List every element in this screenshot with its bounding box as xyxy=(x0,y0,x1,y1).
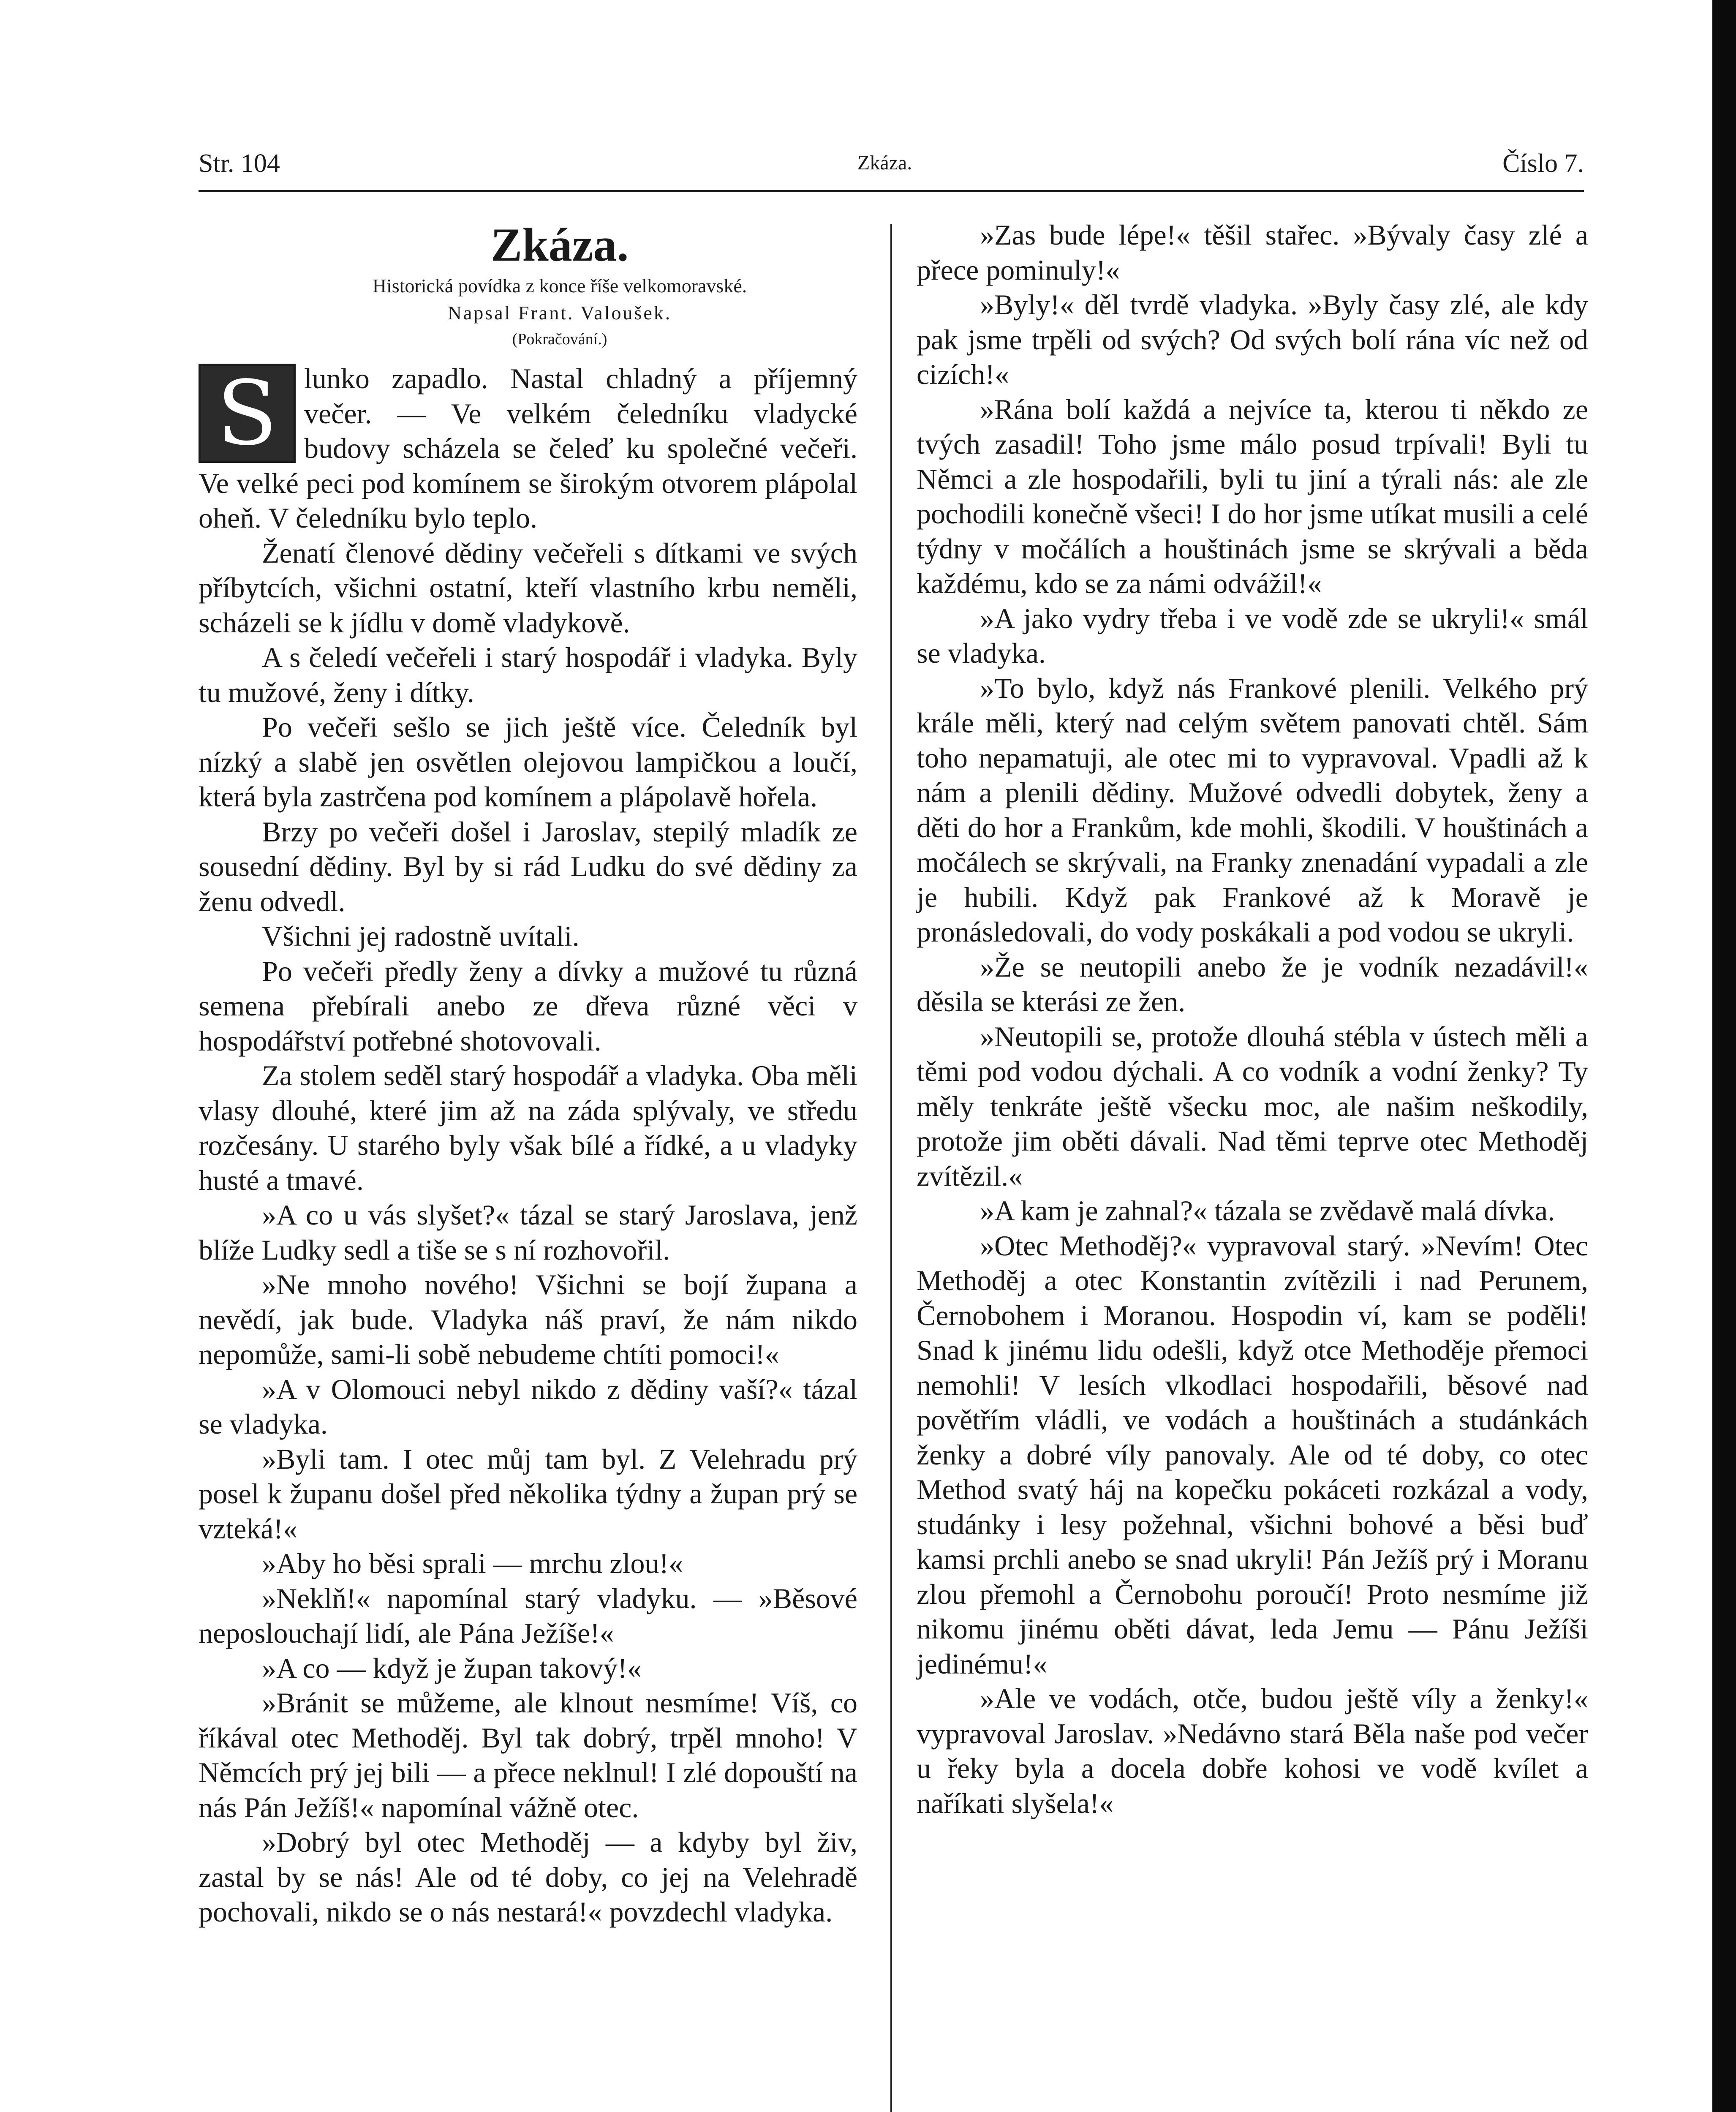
paragraph: »Neutopili se, protože dlouhá stébla v ústech měli a těmi pod vodou dýchali. A co vodník a vodní ženky? Ty měly tenkráte ještě všecku moc, ale našim neškodily, protože jim oběti dávali. Nad těmi teprve otec Methoděj zvítězil.« xyxy=(917,1020,1588,1192)
paragraph: »A co u vás slyšet?« tázal se starý Jaroslava, jenž blíže Ludky sedl a tiše se s ní rozhovořil. xyxy=(199,1199,857,1266)
title-block xyxy=(199,218,857,352)
running-title: Zkáza. xyxy=(857,152,912,174)
article-title: Zkáza. xyxy=(490,219,629,271)
paragraph: »Dobrý byl otec Methoděj — a kdyby byl živ, zastal by se nás! Ale od té doby, co jej na Velehradě pochovali, nikdo se o nás nestará!« povzdechl vladyka. xyxy=(199,1826,857,1928)
paragraph: »Zas bude lépe!« těšil stařec. »Bývaly časy zlé a přece pominuly!« xyxy=(917,219,1588,286)
issue-number: Číslo 7. xyxy=(1502,149,1584,178)
paragraph: Ženatí členové dědiny večeřeli s dítkami ve svých příbytcích, všichni ostatní, kteří vlastního krbu neměli, scházeli se k jídlu v domě vladykově. xyxy=(199,536,857,639)
paragraph: A s čeledí večeřeli i starý hospodář i vladyka. Byly tu mužové, ženy i dítky. xyxy=(199,641,857,708)
article-subtitle: Historická povídka z konce říše velkomoravské. xyxy=(372,275,747,297)
magazine-page xyxy=(199,127,1588,2112)
paragraph: »A kam je zahnal?« tázala se zvědavě malá dívka. xyxy=(980,1195,1555,1227)
paragraph: Všichni jej radostně uvítali. xyxy=(262,920,580,952)
column-divider xyxy=(890,224,892,2112)
drop-cap: S xyxy=(199,364,296,463)
paragraph: »A jako vydry třeba i ve vodě zde se ukryli!« smál se vladyka. xyxy=(917,602,1588,669)
running-header xyxy=(199,149,1584,187)
paragraph: »Bránit se můžeme, ale klnout nesmíme! Víš, co říkával otec Methoděj. Byl tak dobrý, trpěl mnoho! V Němcích prý jej bili — a přece neklnul! I zlé dopouští na nás Pán Ježíš!« napomínal vážně otec. xyxy=(199,1687,857,1824)
paragraph: »Ale ve vodách, otče, budou ještě víly a ženky!« vypravoval Jaroslav. »Nedávno stará Běla naše pod večer u řeky byla a docela dobře kohosi ve vodě kvílet a naříkati slyšela!« xyxy=(917,1682,1588,1819)
paragraph: »Rána bolí každá a nejvíce ta, kterou ti někdo ze tvých zasadil! Toho jsme málo posud trpívali! Byli tu Němci a zle hospodařili, byli tu jiní a týrali nás: ale zle pochodili konečně všeci! I do hor jsme utíkat musili a celé týdny v močálích a houštinách jsme se skrývali a běda každému, kdo se za námi odvážil!« xyxy=(917,393,1588,599)
paragraph: »Byly!« děl tvrdě vladyka. »Byly časy zlé, ale kdy pak jsme trpěli od svých? Od svých bolí rána víc než od cizích!« xyxy=(917,288,1588,390)
paragraph: »A v Olomouci nebyl nikdo z dědiny vaší?« tázal se vladyka. xyxy=(199,1373,857,1440)
paragraph: »Otec Methoděj?« vypravoval starý. »Nevím! Otec Methoděj a otec Konstantin zvítězili i nad Perunem, Černobohem i Moranou. Hospodin ví, kam se poděli! Snad k jinému lidu odešli, když otce Methoděje přemoci nemohli! V lesích vlkodlaci hospodařili, běsové nad povětřím vládli, ve vodách a houštinách a studánkách ženky a dobré víly panovaly. Ale od té doby, co otec Method svatý háj na kopečku pokáceti rozkázal a vody, studánky i lesy požehnal, všichni bohové a běsi buď kamsi prchli anebo se snad ukryli! Pán Ježíš prý i Moranu zlou přemohl a Černobohu poroučí! Proto nesmíme již nikomu jinému oběti dávat, leda Jemu — Pánu Ježíši jedinému!« xyxy=(917,1229,1588,1680)
paragraph: »Byli tam. I otec můj tam byl. Z Velehradu prý posel k županu došel před několika týdny a župan prý se vzteká!« xyxy=(199,1442,857,1545)
article-author: Napsal Frant. Valoušek. xyxy=(447,302,672,324)
paragraph: »Že se neutopili anebo že je vodník nezadávil!« děsila se kterási ze žen. xyxy=(917,950,1588,1018)
paragraph: Brzy po večeři došel i Jaroslav, stepilý mladík ze sousední dědiny. Byl by si rád Ludku do své dědiny za ženu odvedl. xyxy=(199,815,857,917)
paragraph: »Aby ho běsi sprali — mrchu zlou!« xyxy=(262,1547,683,1579)
scan-frame-edge xyxy=(1712,0,1736,2112)
left-column xyxy=(199,218,857,1930)
paragraph: »To bylo, když nás Frankové plenili. Velkého prý krále měli, který nad celým světem panovati chtěl. Sám toho nepamatuji, ale otec mi to vypravoval. Vpadli až k nám a plenili dědiny. Mužové odvedli dobytek, ženy a děti do hor a Frankům, kde mohli, škodili. V houštinách a močálech se skrývali, na Franky znenadání vypadali a zle je hubili. Když pak Frankové až k Moravě je pronásledovali, do vody poskákali a pod vodou se ukryli. xyxy=(917,672,1588,948)
paragraph: »A co — když je župan takový!« xyxy=(262,1652,642,1684)
paragraph: »Neklň!« napomínal starý vladyku. — »Běsové neposlouchají lidí, ale Pána Ježíše!« xyxy=(199,1582,857,1649)
paragraph: »Ne mnoho nového! Všichni se bojí župana a nevědí, jak bude. Vladyka náš praví, že nám nikdo nepomůže, sami-li sobě nebudeme chtíti pomoci!« xyxy=(199,1268,857,1370)
page-number: Str. 104 xyxy=(199,149,280,178)
header-rule xyxy=(199,190,1584,192)
paragraph: Po večeři předly ženy a dívky a mužové tu různá semena přebírali anebo ze dřeva různé věci v hospodářství potřebné shotovovali. xyxy=(199,955,857,1057)
right-column xyxy=(917,218,1588,1821)
continued-note: (Pokračování.) xyxy=(512,330,607,348)
paragraph: Za stolem seděl starý hospodář a vladyka. Oba měli vlasy dlouhé, které jim až na záda splývaly, ve středu rozčesány. U starého byly však bílé a řídké, a u vladyky husté a tmavé. xyxy=(199,1059,857,1196)
paragraph: lunko zapadlo. Nastal chladný a příjemný večer. — Ve velkém čeledníku vladycké budovy scházela se čeleď ku společné večeři. Ve velké peci pod komínem se širokým otvorem plápolal oheň. V čeledníku bylo teplo. xyxy=(199,362,857,534)
paragraph: Po večeři sešlo se jich ještě více. Čeledník byl nízký a slabě jen osvětlen olejovou lampičkou a loučí, která byla zastrčena pod komínem a plápolavě hořela. xyxy=(199,711,857,813)
